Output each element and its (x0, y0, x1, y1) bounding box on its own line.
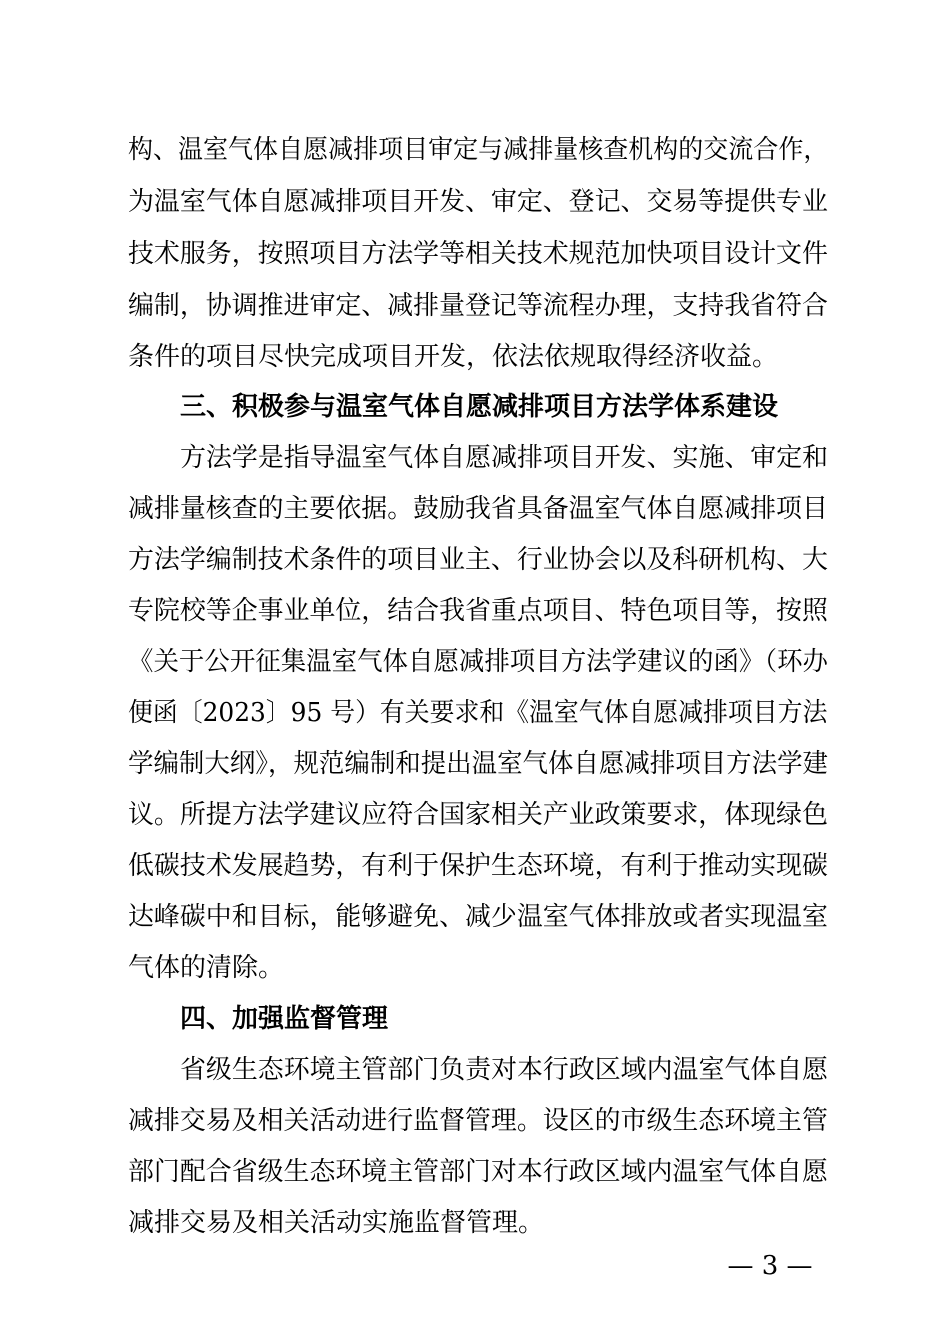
body-text-line: 议。所提方法学建议应符合国家相关产业政策要求，体现绿色 (128, 800, 828, 830)
section-heading-4: 四、加强监督管理 (180, 1004, 389, 1034)
body-text-line: 学编制大纲》，规范编制和提出温室气体自愿减排项目方法学建 (128, 749, 829, 779)
body-text-line: 省级生态环境主管部门负责对本行政区域内温室气体自愿 (180, 1055, 829, 1085)
body-text-line: 技术服务，按照项目方法学等相关技术规范加快项目设计文件 (128, 239, 828, 269)
body-text-line: 方法学编制技术条件的项目业主、行业协会以及科研机构、大 (128, 545, 828, 575)
page-number: — 3 — (727, 1251, 813, 1281)
body-text-line: 条件的项目尽快完成项目开发，依法依规取得经济收益。 (128, 342, 779, 372)
body-text-line: 达峰碳中和目标，能够避免、减少温室气体排放或者实现温室 (128, 902, 828, 932)
body-text-line: 专院校等企事业单位，结合我省重点项目、特色项目等，按照 (128, 596, 828, 626)
body-text-line: 减排交易及相关活动实施监督管理。 (128, 1208, 545, 1238)
body-text-line: 气体的清除。 (128, 953, 285, 983)
body-text-line: 低碳技术发展趋势，有利于保护生态环境，有利于推动实现碳 (128, 851, 828, 881)
section-heading-3: 三、积极参与温室气体自愿减排项目方法学体系建设 (180, 392, 779, 422)
body-text-line: 《关于公开征集温室气体自愿减排项目方法学建议的函》（环办 (128, 647, 829, 677)
body-text-line: 构、温室气体自愿减排项目审定与减排量核查机构的交流合作， (128, 135, 829, 165)
body-text-line: 方法学是指导温室气体自愿减排项目开发、实施、审定和 (180, 443, 829, 473)
body-text-line: 部门配合省级生态环境主管部门对本行政区域内温室气体自愿 (128, 1157, 828, 1187)
body-text-line: 编制，协调推进审定、减排量登记等流程办理，支持我省符合 (128, 291, 828, 321)
body-text-line: 减排量核查的主要依据。鼓励我省具备温室气体自愿减排项目 (128, 494, 828, 524)
body-text-line: 便函〔2023〕95 号）有关要求和《温室气体自愿减排项目方法 (128, 698, 828, 728)
body-text-line: 为温室气体自愿减排项目开发、审定、登记、交易等提供专业 (128, 187, 828, 217)
body-text-line: 减排交易及相关活动进行监督管理。设区的市级生态环境主管 (128, 1106, 828, 1136)
